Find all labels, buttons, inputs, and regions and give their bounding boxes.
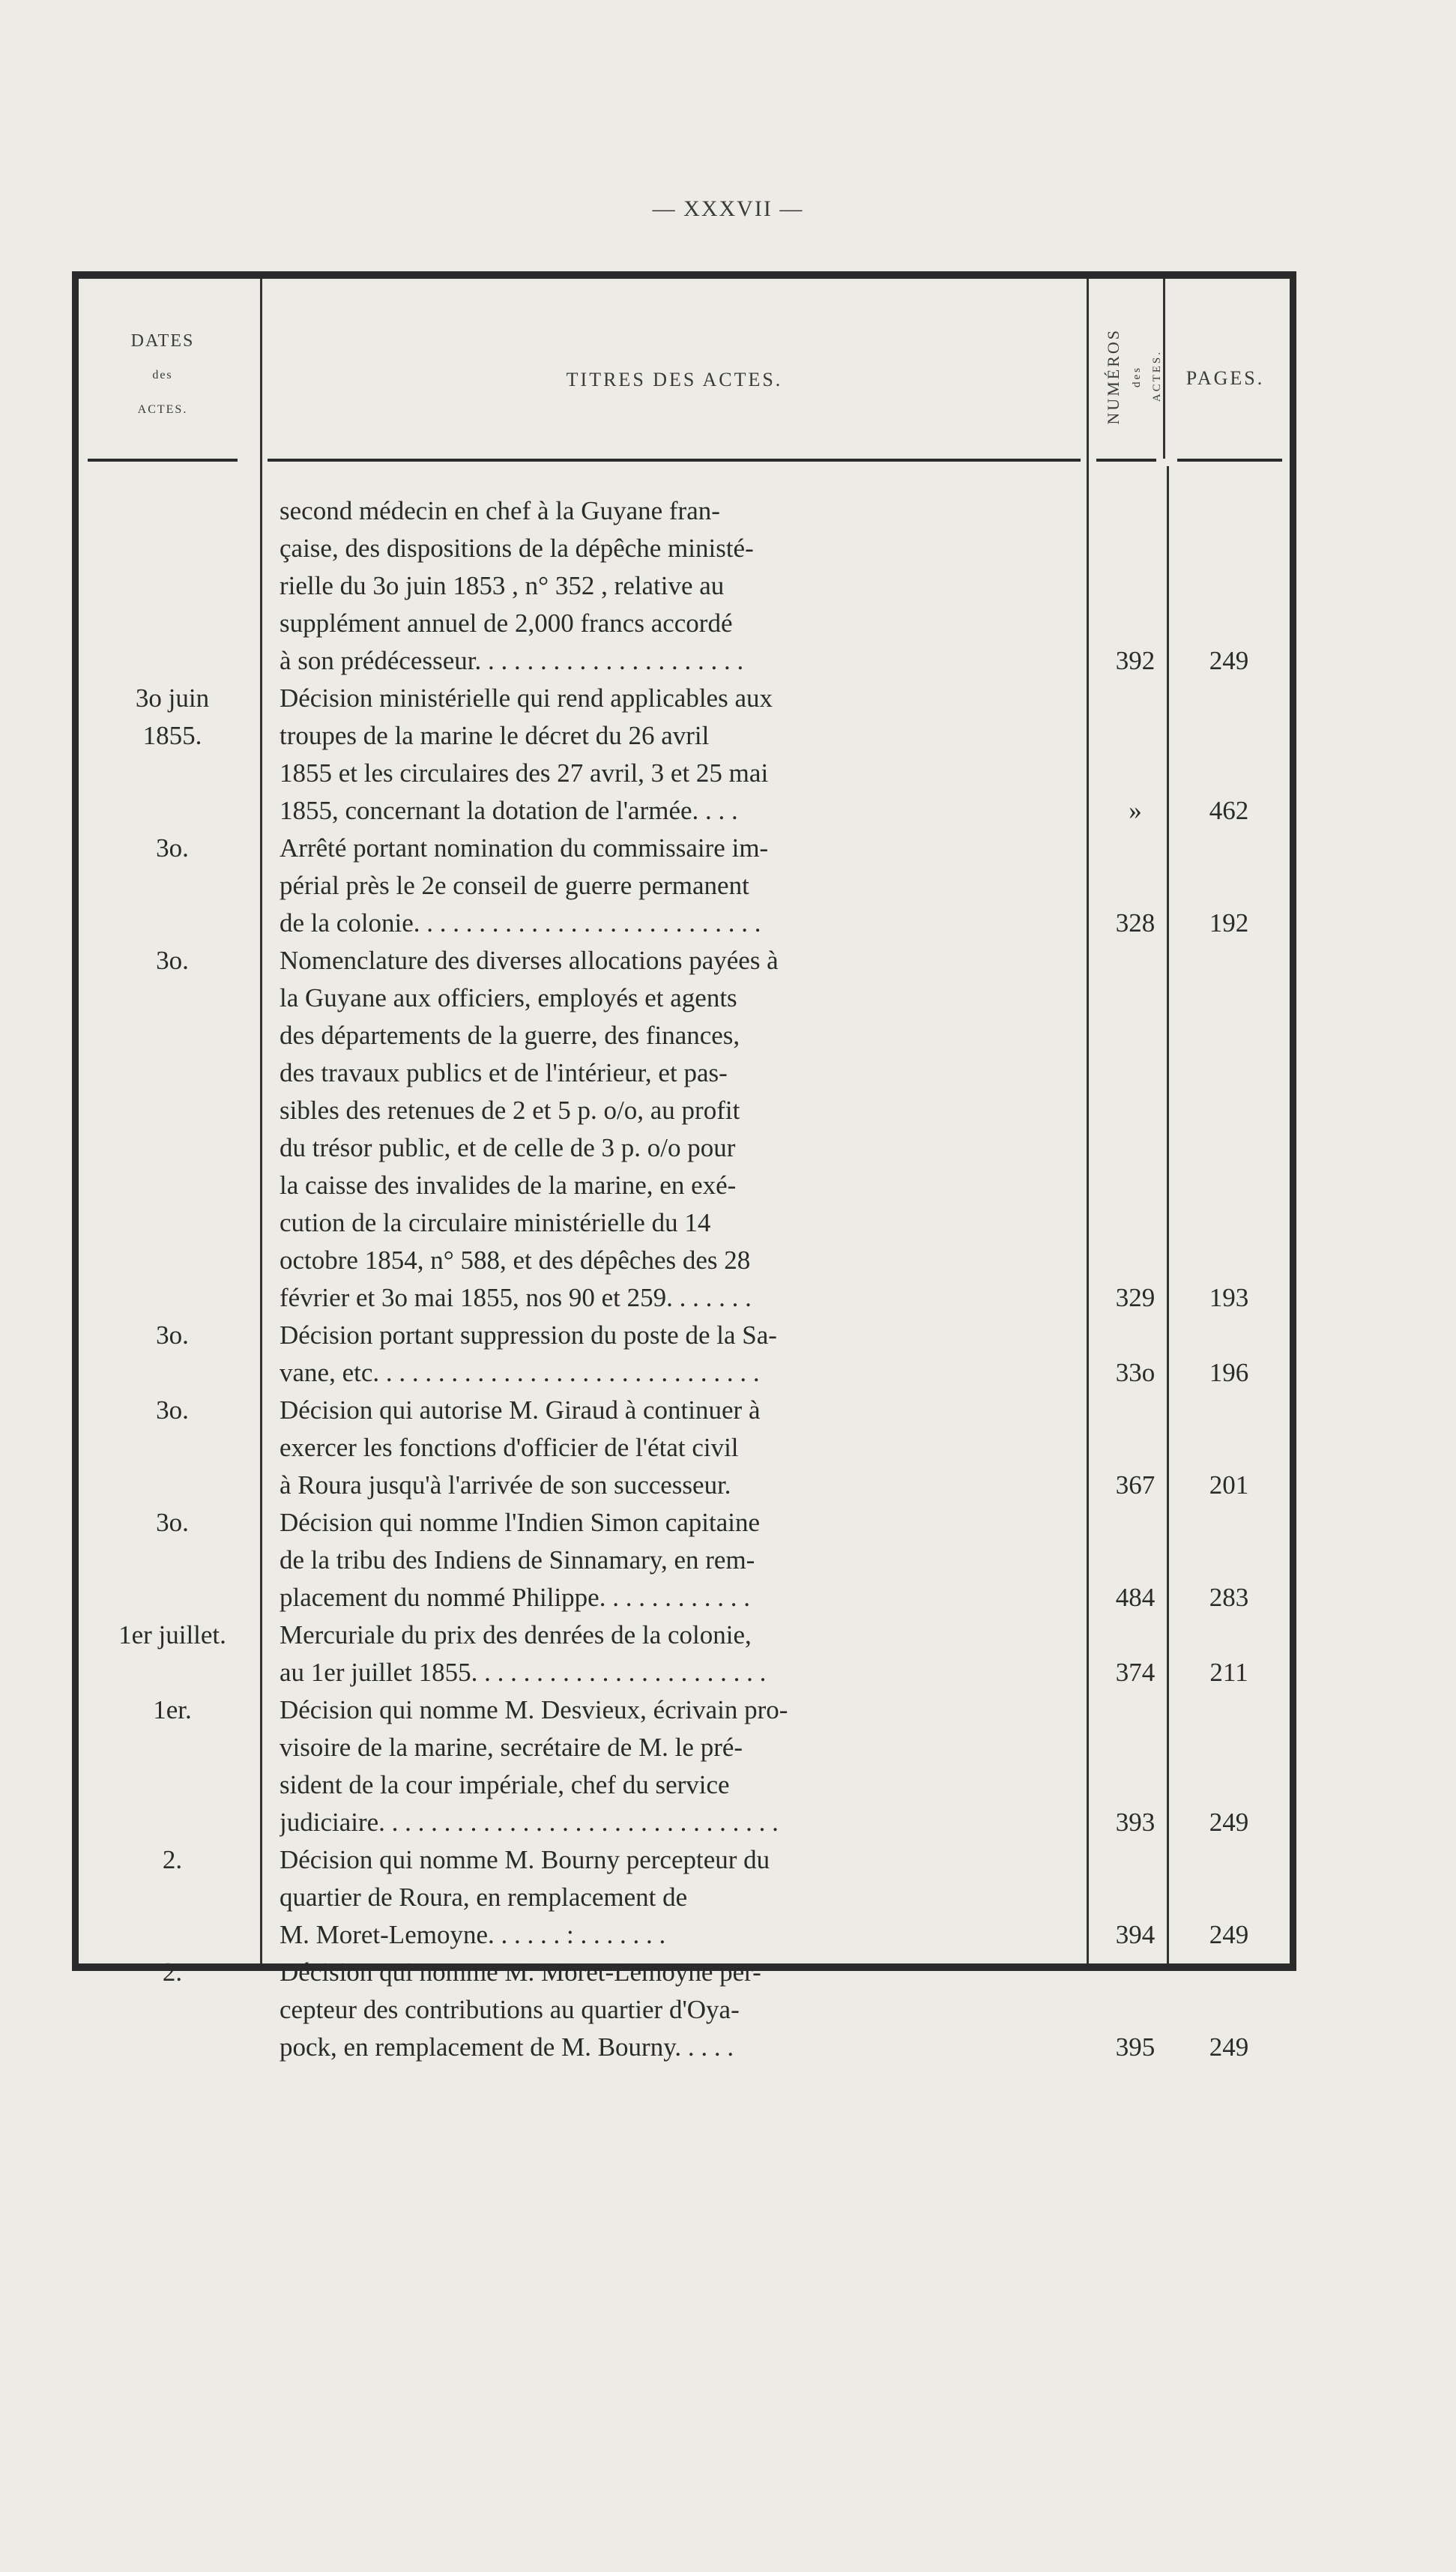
table-row: [79, 492, 1290, 680]
act-title-line: 1855, concernant la dotation de l'armée. . . .: [280, 796, 738, 825]
act-title: [280, 1691, 1083, 1841]
act-date-line: 1er.: [153, 1695, 192, 1724]
act-title-line: Décision ministérielle qui rend applicables aux: [280, 683, 773, 713]
page-number: — XXXVII —: [652, 196, 804, 221]
act-title-line: de la tribu des Indiens de Sinnamary, en rem-: [280, 1545, 755, 1575]
act-date-line: [86, 605, 259, 642]
act-title-line: du trésor public, et de celle de 3 p. o/o pour: [280, 1133, 736, 1162]
act-title-line: Décision qui nomme l'Indien Simon capitaine: [280, 1508, 761, 1537]
act-title: [280, 680, 1083, 830]
act-page: 201: [1209, 1470, 1249, 1500]
act-date-line: 3o.: [156, 1320, 189, 1350]
act-date-line: 3o.: [156, 1395, 189, 1425]
act-title: [280, 1954, 1083, 2066]
act-date-line: 1855.: [142, 721, 202, 750]
act-date-line: 3o.: [156, 833, 189, 863]
act-number: 367: [1115, 1470, 1156, 1500]
act-date-line: 1er juillet.: [118, 1620, 226, 1649]
act-number: »: [1129, 796, 1142, 825]
act-page: 283: [1209, 1583, 1249, 1612]
act-title-line: exercer les fonctions d'officier de l'état civil: [280, 1433, 739, 1462]
act-number: 374: [1115, 1658, 1156, 1687]
table-of-acts: [72, 271, 1296, 2062]
act-title-line: à Roura jusqu'à l'arrivée de son successeur.: [280, 1470, 731, 1500]
act-date: [86, 1317, 259, 1354]
header-numeros-actes: ACTES.: [1151, 350, 1163, 402]
table-row: [79, 1616, 1290, 1691]
act-title: [280, 830, 1083, 942]
table-row: [79, 942, 1290, 1317]
act-title: [280, 1616, 1083, 1691]
act-title-line: supplément annuel de 2,000 francs accordé: [280, 609, 733, 638]
act-date: [86, 1841, 259, 1879]
act-title-line: février et 3o mai 1855, nos 90 et 259. . . . . . .: [280, 1283, 752, 1312]
act-title-line: périal près le 2e conseil de guerre permanent: [280, 871, 749, 900]
act-title-line: de la colonie. . . . . . . . . . . . . . . . . . . . . . . . . . .: [280, 908, 761, 938]
act-date-line: [86, 567, 259, 605]
act-title: [280, 1317, 1083, 1392]
act-title-line: judiciaire. . . . . . . . . . . . . . . . . . . . . . . . . . . . . . .: [280, 1808, 779, 1837]
act-title-line: Nomenclature des diverses allocations payées à: [280, 946, 779, 975]
act-page: 249: [1209, 1920, 1249, 1949]
header-dates-title: DATES: [130, 331, 195, 351]
act-title-line: sident de la cour impériale, chef du service: [280, 1770, 730, 1799]
act-date-line: 3o.: [156, 946, 189, 975]
act-title-line: des départements de la guerre, des finances,: [280, 1021, 740, 1050]
act-title-line: Décision qui nomme M. Moret-Lemoyne per-: [280, 1957, 761, 1987]
act-title: [280, 1504, 1083, 1616]
act-title-line: Décision qui nomme M. Desvieux, écrivain pro-: [280, 1695, 788, 1724]
table-row: [79, 1504, 1290, 1616]
act-date: [86, 1691, 259, 1729]
act-title: [280, 1841, 1083, 1954]
act-page: 249: [1209, 646, 1249, 675]
header-dates-des: des: [152, 369, 173, 381]
act-number: 393: [1115, 1808, 1156, 1837]
table-row: [79, 1392, 1290, 1504]
act-title-line: visoire de la marine, secrétaire de M. le pré-: [280, 1733, 743, 1762]
act-title: [280, 1392, 1083, 1504]
act-page: 249: [1209, 2032, 1249, 2062]
header-rule-numeros: [1096, 459, 1156, 462]
act-title-line: vane, etc. . . . . . . . . . . . . . . . . . . . . . . . . . . . . .: [280, 1358, 760, 1387]
act-title-line: cution de la circulaire ministérielle du 14: [280, 1208, 711, 1237]
act-title: [280, 492, 1083, 680]
act-date-line: 2.: [162, 1957, 183, 1987]
act-date: [86, 492, 259, 680]
table-row: [79, 830, 1290, 942]
act-title-line: Décision portant suppression du poste de la Sa-: [280, 1320, 777, 1350]
act-date-line: 3o.: [156, 1508, 189, 1537]
act-title-line: rielle du 3o juin 1853 , n° 352 , relative au: [280, 571, 725, 600]
act-date: [86, 1504, 259, 1542]
act-title-line: Mercuriale du prix des denrées de la colonie,: [280, 1620, 752, 1649]
act-date-line: [86, 492, 259, 530]
act-title-line: Décision qui nomme M. Bourny percepteur du: [280, 1845, 770, 1874]
act-page: 192: [1209, 908, 1249, 938]
act-title-line: la Guyane aux officiers, employés et agents: [280, 983, 737, 1012]
header-dates: [88, 324, 238, 427]
table-row: [79, 1954, 1290, 2066]
act-date: [86, 1954, 259, 1991]
act-date: [86, 680, 259, 755]
act-number: 328: [1115, 908, 1156, 938]
act-title-line: placement du nommé Philippe. . . . . . . . . . . .: [280, 1583, 750, 1612]
act-title-line: M. Moret-Lemoyne. . . . . . : . . . . . . .: [280, 1920, 666, 1949]
act-title-line: cepteur des contributions au quartier d'Oya-: [280, 1995, 740, 2024]
act-page: 193: [1209, 1283, 1249, 1312]
act-title-line: second médecin en chef à la Guyane fran-: [280, 496, 720, 525]
table-row: [79, 1841, 1290, 1954]
act-title: [280, 942, 1083, 1317]
table-row: [79, 680, 1290, 830]
act-page: 249: [1209, 1808, 1249, 1837]
act-number: 394: [1115, 1920, 1156, 1949]
act-title-line: sibles des retenues de 2 et 5 p. o/o, au profit: [280, 1096, 740, 1125]
table-row: [79, 1317, 1290, 1392]
header-rule-pages: [1177, 459, 1282, 462]
act-title-line: Décision qui autorise M. Giraud à continuer à: [280, 1395, 761, 1425]
act-date: [86, 1616, 259, 1654]
header-titres: TITRES DES ACTES.: [566, 369, 783, 390]
header-rule-dates: [88, 459, 238, 462]
act-number: 484: [1115, 1583, 1156, 1612]
act-title-line: des travaux publics et de l'intérieur, et pas-: [280, 1058, 728, 1087]
act-date-line: [86, 642, 259, 680]
header-pages: PAGES.: [1185, 367, 1265, 389]
act-title-line: pock, en remplacement de M. Bourny. . . . .: [280, 2032, 734, 2062]
act-title-line: Arrêté portant nomination du commissaire im-: [280, 833, 769, 863]
act-date: [86, 1392, 259, 1429]
act-title-line: octobre 1854, n° 588, et des dépêches des 28: [280, 1246, 751, 1275]
act-date-line: 3o juin: [135, 683, 210, 713]
act-number: 329: [1115, 1283, 1156, 1312]
header-numeros-des: des: [1131, 365, 1143, 387]
act-title-line: quartier de Roura, en remplacement de: [280, 1883, 688, 1912]
act-date-line: 2.: [162, 1845, 183, 1874]
header-rule-titles: [268, 459, 1081, 462]
act-page: 211: [1209, 1658, 1248, 1687]
header-dates-actes: ACTES.: [137, 403, 188, 416]
act-number: 395: [1115, 2032, 1156, 2062]
act-title-line: çaise, des dispositions de la dépêche ministé-: [280, 534, 754, 563]
act-title-line: 1855 et les circulaires des 27 avril, 3 et 25 mai: [280, 758, 769, 788]
act-title-line: à son prédécesseur. . . . . . . . . . . . . . . . . . . . .: [280, 646, 744, 675]
act-page: 462: [1209, 796, 1249, 825]
act-date-line: [86, 530, 259, 567]
act-number: 392: [1115, 646, 1156, 675]
table-row: [79, 1691, 1290, 1841]
act-number: 33o: [1115, 1358, 1156, 1387]
act-title-line: la caisse des invalides de la marine, en exé-: [280, 1171, 737, 1200]
act-title-line: au 1er juillet 1855. . . . . . . . . . . . . . . . . . . . . . .: [280, 1658, 767, 1687]
header-numeros-title: NUMÉROS: [1104, 327, 1123, 425]
act-title-line: troupes de la marine le décret du 26 avril: [280, 721, 710, 750]
act-date: [86, 830, 259, 867]
act-date: [86, 942, 259, 979]
act-page: 196: [1209, 1358, 1249, 1387]
